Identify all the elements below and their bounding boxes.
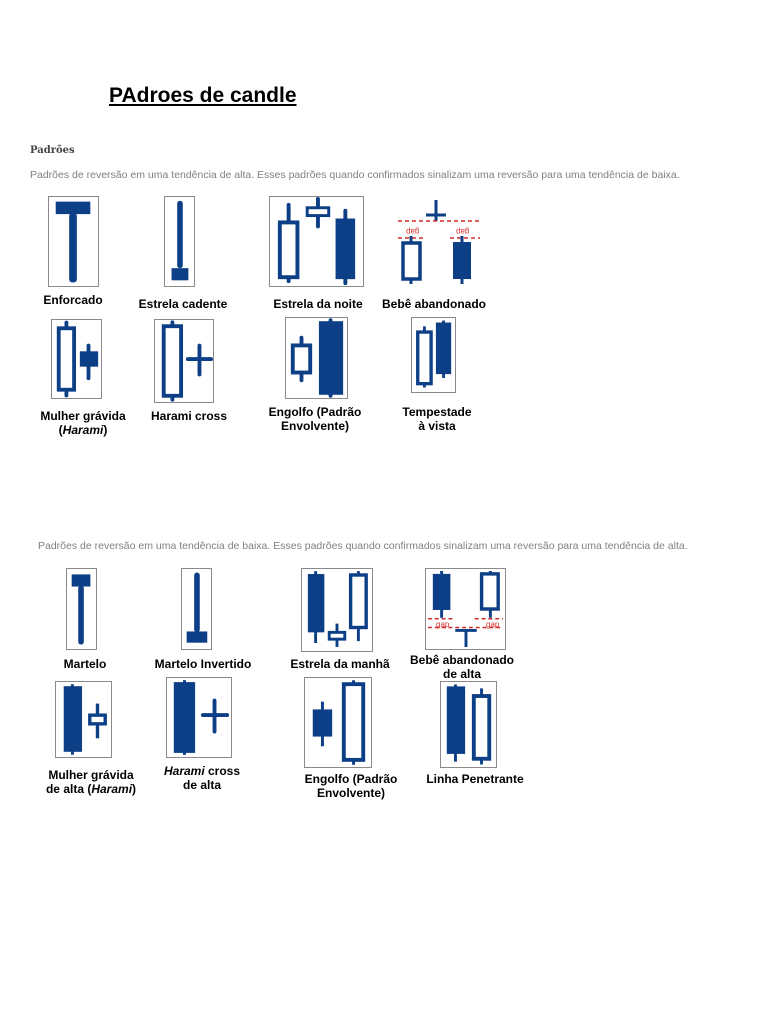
- pattern-label-mulher-gravida: Mulher grávida (Harami): [40, 409, 126, 437]
- pattern-label-estrela-da-noite: Estrela da noite: [273, 297, 363, 311]
- bullish-harami-cross-candle-icon: [166, 677, 232, 758]
- bullish-engulfing-candle-icon: [304, 677, 372, 768]
- pattern-label-estrela-cadente: Estrela cadente: [138, 297, 228, 311]
- pattern-label-harami-cross-de-alta: Harami cross de alta: [163, 764, 241, 792]
- pattern-label-mulher-gravida-de-alta: Mulher grávida de alta (Harami): [45, 768, 137, 796]
- section-heading: Padrões: [30, 145, 75, 156]
- evening-star-candle-icon: [269, 196, 364, 287]
- pattern-label-bebe-abandonado: Bebê abandonado: [381, 297, 487, 311]
- shooting-star-candle-icon: [164, 196, 195, 287]
- page-title: PAdroes de candle: [109, 84, 297, 107]
- bullish-abandoned-baby-candle-icon: [425, 568, 506, 650]
- pattern-label-enforcado: Enforcado: [43, 293, 103, 307]
- inverted-hammer-candle-icon: [181, 568, 212, 650]
- pattern-label-linha-penetrante: Linha Penetrante: [426, 772, 524, 786]
- hammer-candle-icon: [66, 568, 97, 650]
- piercing-line-candle-icon: [440, 681, 497, 768]
- morning-star-candle-icon: [301, 568, 373, 652]
- harami-candle-icon: [51, 319, 102, 399]
- bullish-harami-candle-icon: [55, 681, 112, 758]
- pattern-label-engolfo: Engolfo (Padrão Envolvente): [268, 405, 362, 433]
- pattern-label-engolfo-de-alta: Engolfo (Padrão Envolvente): [304, 772, 398, 800]
- bullish-intro-text: Padrões de reversão em uma tendência de baixa. Esses padrões quando confirmados sinalizam uma reversão para uma tendência de alta.: [38, 540, 688, 552]
- gap-label: gap: [486, 620, 500, 629]
- dark-cloud-cover-candle-icon: [411, 317, 456, 393]
- hanging-man-candle-icon: [48, 196, 99, 287]
- engulfing-candle-icon: [285, 317, 348, 399]
- pattern-label-bebe-abandonado-de-alta: Bebê abandonado de alta: [409, 653, 515, 681]
- pattern-label-harami-cross: Harami cross: [150, 409, 228, 423]
- gap-label: gap: [456, 227, 470, 236]
- pattern-label-estrela-da-manha: Estrela da manhã: [290, 657, 390, 671]
- pattern-label-martelo: Martelo: [63, 657, 107, 671]
- pattern-label-tempestade: Tempestade à vista: [402, 405, 472, 433]
- gap-label: gap: [436, 620, 450, 629]
- gap-label: gap: [406, 227, 420, 236]
- harami-cross-candle-icon: [154, 319, 214, 403]
- pattern-label-martelo-invertido: Martelo Invertido: [154, 657, 252, 671]
- bearish-intro-text: Padrões de reversão em uma tendência de alta. Esses padrões quando confirmados sinalizam uma reversão para uma tendência de baixa.: [30, 169, 680, 181]
- abandoned-baby-candle-icon: [396, 196, 484, 287]
